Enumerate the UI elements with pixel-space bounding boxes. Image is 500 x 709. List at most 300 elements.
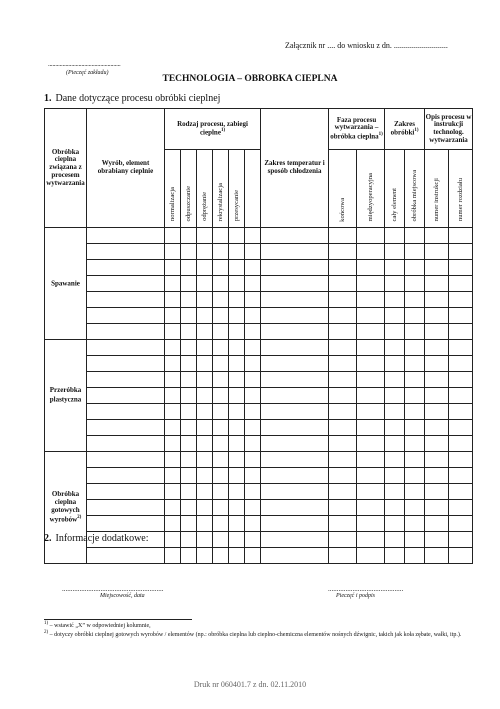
table-cell[interactable] xyxy=(425,228,449,244)
table-cell[interactable] xyxy=(165,484,181,500)
table-cell[interactable] xyxy=(87,356,165,372)
table-cell[interactable] xyxy=(425,436,449,452)
table-cell[interactable] xyxy=(245,532,261,548)
table-cell[interactable] xyxy=(181,548,197,564)
table-cell[interactable] xyxy=(213,228,229,244)
table-cell[interactable] xyxy=(405,340,425,356)
table-cell[interactable] xyxy=(425,292,449,308)
table-cell[interactable] xyxy=(385,340,405,356)
table-cell[interactable] xyxy=(229,308,245,324)
table-cell[interactable] xyxy=(449,404,473,420)
table-cell[interactable] xyxy=(449,292,473,308)
table-cell[interactable] xyxy=(261,532,329,548)
table-cell[interactable] xyxy=(245,324,261,340)
table-cell[interactable] xyxy=(405,500,425,516)
table-cell[interactable] xyxy=(87,308,165,324)
table-cell[interactable] xyxy=(385,468,405,484)
table-cell[interactable] xyxy=(405,436,425,452)
table-cell[interactable] xyxy=(385,548,405,564)
table-cell[interactable] xyxy=(405,292,425,308)
table-cell[interactable] xyxy=(181,292,197,308)
table-cell[interactable] xyxy=(245,228,261,244)
table-cell[interactable] xyxy=(181,340,197,356)
table-cell[interactable] xyxy=(181,372,197,388)
table-cell[interactable] xyxy=(165,468,181,484)
table-cell[interactable] xyxy=(197,452,213,468)
table-cell[interactable] xyxy=(449,548,473,564)
table-cell[interactable] xyxy=(229,516,245,532)
table-cell[interactable] xyxy=(197,388,213,404)
sub-header-rekrystalizacja: rekrystalizacja xyxy=(213,150,229,228)
table-cell[interactable] xyxy=(87,260,165,276)
table-cell[interactable] xyxy=(425,516,449,532)
table-cell[interactable] xyxy=(405,260,425,276)
table-cell[interactable] xyxy=(385,260,405,276)
table-cell[interactable] xyxy=(213,468,229,484)
table-cell[interactable] xyxy=(165,244,181,260)
table-cell[interactable] xyxy=(213,388,229,404)
table-cell[interactable] xyxy=(165,404,181,420)
table-cell[interactable] xyxy=(197,340,213,356)
table-cell[interactable] xyxy=(213,516,229,532)
table-cell[interactable] xyxy=(165,532,181,548)
table-cell[interactable] xyxy=(165,500,181,516)
table-cell[interactable] xyxy=(261,276,329,292)
table-cell[interactable] xyxy=(329,532,357,548)
table-cell[interactable] xyxy=(405,532,425,548)
table-cell[interactable] xyxy=(197,244,213,260)
table-cell[interactable] xyxy=(197,516,213,532)
table-cell[interactable] xyxy=(405,308,425,324)
table-cell[interactable] xyxy=(213,452,229,468)
table-cell[interactable] xyxy=(449,308,473,324)
table-cell[interactable] xyxy=(165,340,181,356)
table-cell[interactable] xyxy=(449,500,473,516)
table-cell[interactable] xyxy=(261,340,329,356)
table-cell[interactable] xyxy=(261,260,329,276)
table-cell[interactable] xyxy=(449,532,473,548)
table-row xyxy=(45,436,473,452)
table-cell[interactable] xyxy=(385,484,405,500)
table-cell[interactable] xyxy=(449,244,473,260)
table-cell[interactable] xyxy=(405,420,425,436)
table-cell[interactable] xyxy=(385,356,405,372)
table-cell[interactable] xyxy=(213,500,229,516)
table-cell[interactable] xyxy=(229,548,245,564)
table-cell[interactable] xyxy=(385,228,405,244)
table-cell[interactable] xyxy=(357,356,385,372)
table-cell[interactable] xyxy=(197,500,213,516)
table-cell[interactable] xyxy=(229,436,245,452)
table-cell[interactable] xyxy=(329,436,357,452)
table-cell[interactable] xyxy=(165,292,181,308)
table-cell[interactable] xyxy=(449,436,473,452)
table-cell[interactable] xyxy=(87,324,165,340)
table-cell[interactable] xyxy=(261,308,329,324)
table-cell[interactable] xyxy=(449,228,473,244)
table-cell[interactable] xyxy=(165,388,181,404)
table-cell[interactable] xyxy=(357,404,385,420)
table-cell[interactable] xyxy=(425,276,449,292)
table-cell[interactable] xyxy=(245,244,261,260)
table-cell[interactable] xyxy=(261,468,329,484)
table-cell[interactable] xyxy=(213,292,229,308)
table-cell[interactable] xyxy=(213,324,229,340)
table-cell[interactable] xyxy=(213,372,229,388)
table-cell[interactable] xyxy=(197,436,213,452)
stamp-signature-label: Pieczęć i podpis xyxy=(336,593,375,599)
table-cell[interactable] xyxy=(449,324,473,340)
table-cell[interactable] xyxy=(229,356,245,372)
table-cell[interactable] xyxy=(165,260,181,276)
table-cell[interactable] xyxy=(229,404,245,420)
table-cell[interactable] xyxy=(405,388,425,404)
table-cell[interactable] xyxy=(261,228,329,244)
table-cell[interactable] xyxy=(357,340,385,356)
table-cell[interactable] xyxy=(261,516,329,532)
table-cell[interactable] xyxy=(245,372,261,388)
table-cell[interactable] xyxy=(425,452,449,468)
table-cell[interactable] xyxy=(245,388,261,404)
table-cell[interactable] xyxy=(425,340,449,356)
table-cell[interactable] xyxy=(197,468,213,484)
table-cell[interactable] xyxy=(181,516,197,532)
table-cell[interactable] xyxy=(385,244,405,260)
table-cell[interactable] xyxy=(329,228,357,244)
table-cell[interactable] xyxy=(425,324,449,340)
table-cell[interactable] xyxy=(357,420,385,436)
table-cell[interactable] xyxy=(181,420,197,436)
table-cell[interactable] xyxy=(425,404,449,420)
table-cell[interactable] xyxy=(181,276,197,292)
table-cell[interactable] xyxy=(329,516,357,532)
table-cell[interactable] xyxy=(261,324,329,340)
table-cell[interactable] xyxy=(229,324,245,340)
table-cell[interactable] xyxy=(385,420,405,436)
table-cell[interactable] xyxy=(385,436,405,452)
table-cell[interactable] xyxy=(329,468,357,484)
table-cell[interactable] xyxy=(329,484,357,500)
table-cell[interactable] xyxy=(329,276,357,292)
table-cell[interactable] xyxy=(165,228,181,244)
table-cell[interactable] xyxy=(425,244,449,260)
table-cell[interactable] xyxy=(405,468,425,484)
table-row xyxy=(45,516,473,532)
table-cell[interactable] xyxy=(261,388,329,404)
table-cell[interactable] xyxy=(181,260,197,276)
table-cell[interactable] xyxy=(405,548,425,564)
table-cell[interactable] xyxy=(245,516,261,532)
table-cell[interactable] xyxy=(329,388,357,404)
table-cell[interactable] xyxy=(425,484,449,500)
table-cell[interactable] xyxy=(181,228,197,244)
table-cell[interactable] xyxy=(165,436,181,452)
table-cell[interactable] xyxy=(197,532,213,548)
table-cell[interactable] xyxy=(385,532,405,548)
table-cell[interactable] xyxy=(87,484,165,500)
table-cell[interactable] xyxy=(261,484,329,500)
table-cell[interactable] xyxy=(213,532,229,548)
table-cell[interactable] xyxy=(329,500,357,516)
table-row xyxy=(45,244,473,260)
table-cell[interactable] xyxy=(449,356,473,372)
table-cell[interactable] xyxy=(261,292,329,308)
table-cell[interactable] xyxy=(87,372,165,388)
table-cell[interactable] xyxy=(385,276,405,292)
table-cell[interactable] xyxy=(165,548,181,564)
table-cell[interactable] xyxy=(213,484,229,500)
table-row xyxy=(45,260,473,276)
table-cell[interactable] xyxy=(197,260,213,276)
table-cell[interactable] xyxy=(425,500,449,516)
table-cell[interactable] xyxy=(329,452,357,468)
table-cell[interactable] xyxy=(213,340,229,356)
table-cell[interactable] xyxy=(357,244,385,260)
table-cell[interactable] xyxy=(261,244,329,260)
table-cell[interactable] xyxy=(213,436,229,452)
table-cell[interactable] xyxy=(245,548,261,564)
table-cell[interactable] xyxy=(425,356,449,372)
table-cell[interactable] xyxy=(357,516,385,532)
table-cell[interactable] xyxy=(197,292,213,308)
table-cell[interactable] xyxy=(425,468,449,484)
table-cell[interactable] xyxy=(425,308,449,324)
table-cell[interactable] xyxy=(449,516,473,532)
table-cell[interactable] xyxy=(449,452,473,468)
table-cell[interactable] xyxy=(357,276,385,292)
table-cell[interactable] xyxy=(197,372,213,388)
table-cell[interactable] xyxy=(357,388,385,404)
table-cell[interactable] xyxy=(329,404,357,420)
table-cell[interactable] xyxy=(245,452,261,468)
table-cell[interactable] xyxy=(261,420,329,436)
table-cell[interactable] xyxy=(245,404,261,420)
table-cell[interactable] xyxy=(165,372,181,388)
table-cell[interactable] xyxy=(181,500,197,516)
table-cell[interactable] xyxy=(213,404,229,420)
table-cell[interactable] xyxy=(449,340,473,356)
table-cell[interactable] xyxy=(357,500,385,516)
table-cell[interactable] xyxy=(385,388,405,404)
table-cell[interactable] xyxy=(197,356,213,372)
section-2-heading xyxy=(44,533,149,544)
table-cell[interactable] xyxy=(229,452,245,468)
table-cell[interactable] xyxy=(449,260,473,276)
table-cell[interactable] xyxy=(385,516,405,532)
table-cell[interactable] xyxy=(165,324,181,340)
table-cell[interactable] xyxy=(229,532,245,548)
table-cell[interactable] xyxy=(405,324,425,340)
table-cell[interactable] xyxy=(197,324,213,340)
table-cell[interactable] xyxy=(329,548,357,564)
table-cell[interactable] xyxy=(425,420,449,436)
table-cell[interactable] xyxy=(329,244,357,260)
table-cell[interactable] xyxy=(213,356,229,372)
table-cell[interactable] xyxy=(357,308,385,324)
table-cell[interactable] xyxy=(181,388,197,404)
table-cell[interactable] xyxy=(405,276,425,292)
table-cell[interactable] xyxy=(385,404,405,420)
table-cell[interactable] xyxy=(213,548,229,564)
table-cell[interactable] xyxy=(385,452,405,468)
table-cell[interactable] xyxy=(261,500,329,516)
table-cell[interactable] xyxy=(197,308,213,324)
table-cell[interactable] xyxy=(405,404,425,420)
table-cell[interactable] xyxy=(245,500,261,516)
table-cell[interactable] xyxy=(213,260,229,276)
table-cell[interactable] xyxy=(425,372,449,388)
table-cell[interactable] xyxy=(87,468,165,484)
table-cell[interactable] xyxy=(87,228,165,244)
table-cell[interactable] xyxy=(425,532,449,548)
table-cell[interactable] xyxy=(213,244,229,260)
table-cell[interactable] xyxy=(329,260,357,276)
table-cell[interactable] xyxy=(245,292,261,308)
table-cell[interactable] xyxy=(329,292,357,308)
table-cell[interactable] xyxy=(245,468,261,484)
table-cell[interactable] xyxy=(385,324,405,340)
table-cell[interactable] xyxy=(329,324,357,340)
table-cell[interactable] xyxy=(405,452,425,468)
table-cell[interactable] xyxy=(357,468,385,484)
table-cell[interactable] xyxy=(181,404,197,420)
table-cell[interactable] xyxy=(329,420,357,436)
table-cell[interactable] xyxy=(449,276,473,292)
table-cell[interactable] xyxy=(245,260,261,276)
table-cell[interactable] xyxy=(357,452,385,468)
table-cell[interactable] xyxy=(449,420,473,436)
table-cell[interactable] xyxy=(165,516,181,532)
table-cell[interactable] xyxy=(245,484,261,500)
table-cell[interactable] xyxy=(181,468,197,484)
table-cell[interactable] xyxy=(87,452,165,468)
table-cell[interactable] xyxy=(87,340,165,356)
table-cell[interactable] xyxy=(261,436,329,452)
table-cell[interactable] xyxy=(87,292,165,308)
table-cell[interactable] xyxy=(261,452,329,468)
table-cell[interactable] xyxy=(165,308,181,324)
table-cell[interactable] xyxy=(261,356,329,372)
table-cell[interactable] xyxy=(213,308,229,324)
table-cell[interactable] xyxy=(229,468,245,484)
table-cell[interactable] xyxy=(405,244,425,260)
table-cell[interactable] xyxy=(449,484,473,500)
table-cell[interactable] xyxy=(425,388,449,404)
table-cell[interactable] xyxy=(385,500,405,516)
table-cell[interactable] xyxy=(357,532,385,548)
table-cell[interactable] xyxy=(245,356,261,372)
table-cell[interactable] xyxy=(181,532,197,548)
table-cell[interactable] xyxy=(405,372,425,388)
table-cell[interactable] xyxy=(181,452,197,468)
table-cell[interactable] xyxy=(87,388,165,404)
table-cell[interactable] xyxy=(87,420,165,436)
table-cell[interactable] xyxy=(261,548,329,564)
table-cell[interactable] xyxy=(229,388,245,404)
table-cell[interactable] xyxy=(197,404,213,420)
table-cell[interactable] xyxy=(87,244,165,260)
table-cell[interactable] xyxy=(181,356,197,372)
table-cell[interactable] xyxy=(181,324,197,340)
table-cell[interactable] xyxy=(181,244,197,260)
table-cell[interactable] xyxy=(385,372,405,388)
table-cell[interactable] xyxy=(357,292,385,308)
table-cell[interactable] xyxy=(357,548,385,564)
table-cell[interactable] xyxy=(245,340,261,356)
table-cell[interactable] xyxy=(245,420,261,436)
table-cell[interactable] xyxy=(213,276,229,292)
table-cell[interactable] xyxy=(229,340,245,356)
table-cell[interactable] xyxy=(425,260,449,276)
table-cell[interactable] xyxy=(229,276,245,292)
table-cell[interactable] xyxy=(87,548,165,564)
table-cell[interactable] xyxy=(165,420,181,436)
table-cell[interactable] xyxy=(87,276,165,292)
table-cell[interactable] xyxy=(197,276,213,292)
table-cell[interactable] xyxy=(357,484,385,500)
table-cell[interactable] xyxy=(385,292,405,308)
table-cell[interactable] xyxy=(261,404,329,420)
table-cell[interactable] xyxy=(405,356,425,372)
table-cell[interactable] xyxy=(87,404,165,420)
table-cell[interactable] xyxy=(197,484,213,500)
table-cell[interactable] xyxy=(197,228,213,244)
table-cell[interactable] xyxy=(449,468,473,484)
table-cell[interactable] xyxy=(229,420,245,436)
table-cell[interactable] xyxy=(165,452,181,468)
table-cell[interactable] xyxy=(357,260,385,276)
table-cell[interactable] xyxy=(229,500,245,516)
table-cell[interactable] xyxy=(165,356,181,372)
table-cell[interactable] xyxy=(229,260,245,276)
table-cell[interactable] xyxy=(181,308,197,324)
table-cell[interactable] xyxy=(229,292,245,308)
table-cell[interactable] xyxy=(87,500,165,516)
table-cell[interactable] xyxy=(357,372,385,388)
table-cell[interactable] xyxy=(229,244,245,260)
table-cell[interactable] xyxy=(229,484,245,500)
table-cell[interactable] xyxy=(357,228,385,244)
table-cell[interactable] xyxy=(449,388,473,404)
table-cell[interactable] xyxy=(197,548,213,564)
table-cell[interactable] xyxy=(385,308,405,324)
table-cell[interactable] xyxy=(213,420,229,436)
table-cell[interactable] xyxy=(245,308,261,324)
table-cell[interactable] xyxy=(425,548,449,564)
table-cell[interactable] xyxy=(181,484,197,500)
table-cell[interactable] xyxy=(197,420,213,436)
table-cell[interactable] xyxy=(329,372,357,388)
table-cell[interactable] xyxy=(181,436,197,452)
table-cell[interactable] xyxy=(165,276,181,292)
table-cell[interactable] xyxy=(449,372,473,388)
table-cell[interactable] xyxy=(329,340,357,356)
table-cell[interactable] xyxy=(245,436,261,452)
table-cell[interactable] xyxy=(329,356,357,372)
table-cell[interactable] xyxy=(405,516,425,532)
table-cell[interactable] xyxy=(357,436,385,452)
table-cell[interactable] xyxy=(357,324,385,340)
table-cell[interactable] xyxy=(87,516,165,532)
table-cell[interactable] xyxy=(329,308,357,324)
table-cell[interactable] xyxy=(229,372,245,388)
table-cell[interactable] xyxy=(229,228,245,244)
table-cell[interactable] xyxy=(245,276,261,292)
table-cell[interactable] xyxy=(261,372,329,388)
table-cell[interactable] xyxy=(87,436,165,452)
table-cell[interactable] xyxy=(405,484,425,500)
table-cell[interactable] xyxy=(405,228,425,244)
